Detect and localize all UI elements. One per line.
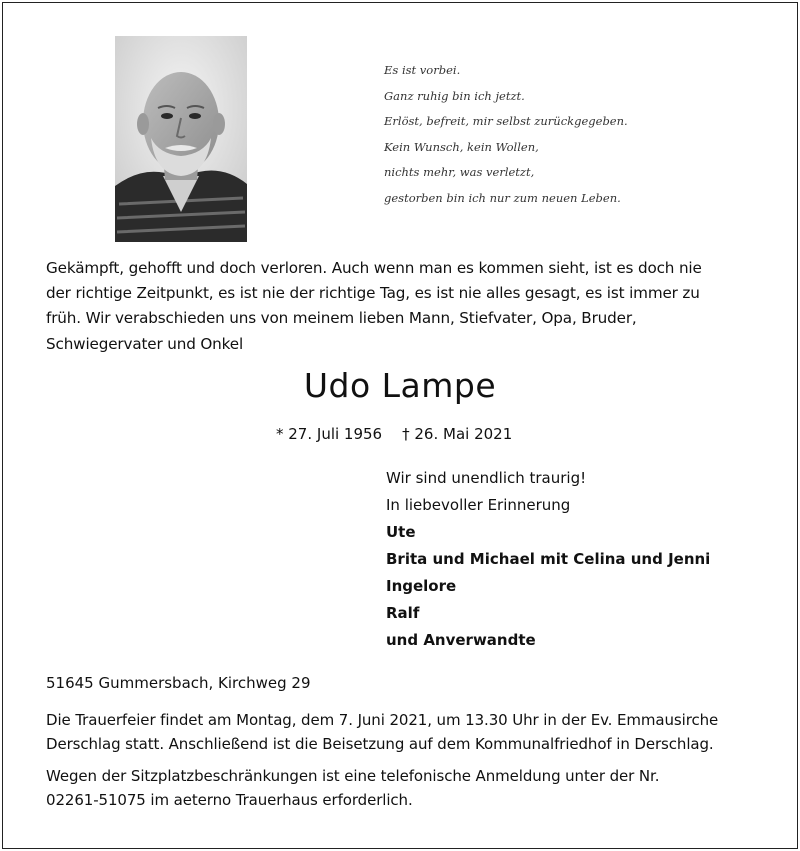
poem-line: Kein Wunsch, kein Wollen, bbox=[384, 139, 539, 154]
sadness-line: Wir sind unendlich traurig! bbox=[386, 469, 587, 487]
poem bbox=[384, 58, 684, 211]
mourner-name: Ingelore bbox=[386, 577, 457, 595]
mourner-name: Brita und Michael mit Celina und Jenni bbox=[386, 550, 711, 568]
mourner-name: Ute bbox=[386, 523, 416, 541]
funeral-line: Derschlag statt. Anschließend ist die Beisetzung auf dem Kommunalfriedhof in Derschlag. bbox=[46, 734, 714, 753]
intro-line: Gekämpft, gehofft und doch verloren. Auch wenn man es kommen sieht, ist es doch nie bbox=[46, 259, 702, 277]
life-dates bbox=[276, 425, 512, 443]
intro-line: Schwiegervater und Onkel bbox=[46, 334, 244, 353]
death-date: † 26. Mai 2021 bbox=[402, 425, 513, 443]
mourners-block bbox=[386, 465, 710, 654]
funeral-line: Die Trauerfeier findet am Montag, dem 7. Juni 2021, um 13.30 Uhr in der Ev. Emmausirche bbox=[46, 711, 719, 729]
poem-line: Erlöst, befreit, mir selbst zurückgegeben. bbox=[384, 114, 628, 128]
intro-line: der richtige Zeitpunkt, es ist nie der richtige Tag, es ist nie alles gesagt, es ist immer zu bbox=[46, 284, 700, 303]
address: 51645 Gummersbach, Kirchweg 29 bbox=[46, 674, 311, 692]
birth-date: * 27. Juli 1956 bbox=[276, 425, 383, 443]
poem-line: nichts mehr, was verletzt, bbox=[384, 165, 535, 179]
poem-line: gestorben bin ich nur zum neuen Leben. bbox=[384, 190, 621, 205]
deceased-name: Udo Lampe bbox=[303, 366, 497, 405]
memory-line: In liebevoller Erinnerung bbox=[386, 496, 571, 514]
funeral-notice bbox=[46, 709, 766, 756]
mourner-name: Ralf bbox=[386, 604, 420, 622]
seating-line: 02261-51075 im aeterno Trauerhaus erforderlich. bbox=[46, 790, 413, 809]
portrait-photo bbox=[115, 36, 247, 242]
poem-line: Ganz ruhig bin ich jetzt. bbox=[384, 88, 525, 103]
poem-line: Es ist vorbei. bbox=[384, 63, 461, 77]
intro-line: früh. Wir verabschieden uns von meinem lieben Mann, Stiefvater, Opa, Bruder, bbox=[46, 309, 637, 328]
mourner-name: und Anverwandte bbox=[386, 631, 536, 649]
seating-notice bbox=[46, 765, 766, 812]
intro-paragraph bbox=[46, 256, 766, 357]
seating-line: Wegen der Sitzplatzbeschränkungen ist eine telefonische Anmeldung unter der Nr. bbox=[46, 767, 660, 785]
